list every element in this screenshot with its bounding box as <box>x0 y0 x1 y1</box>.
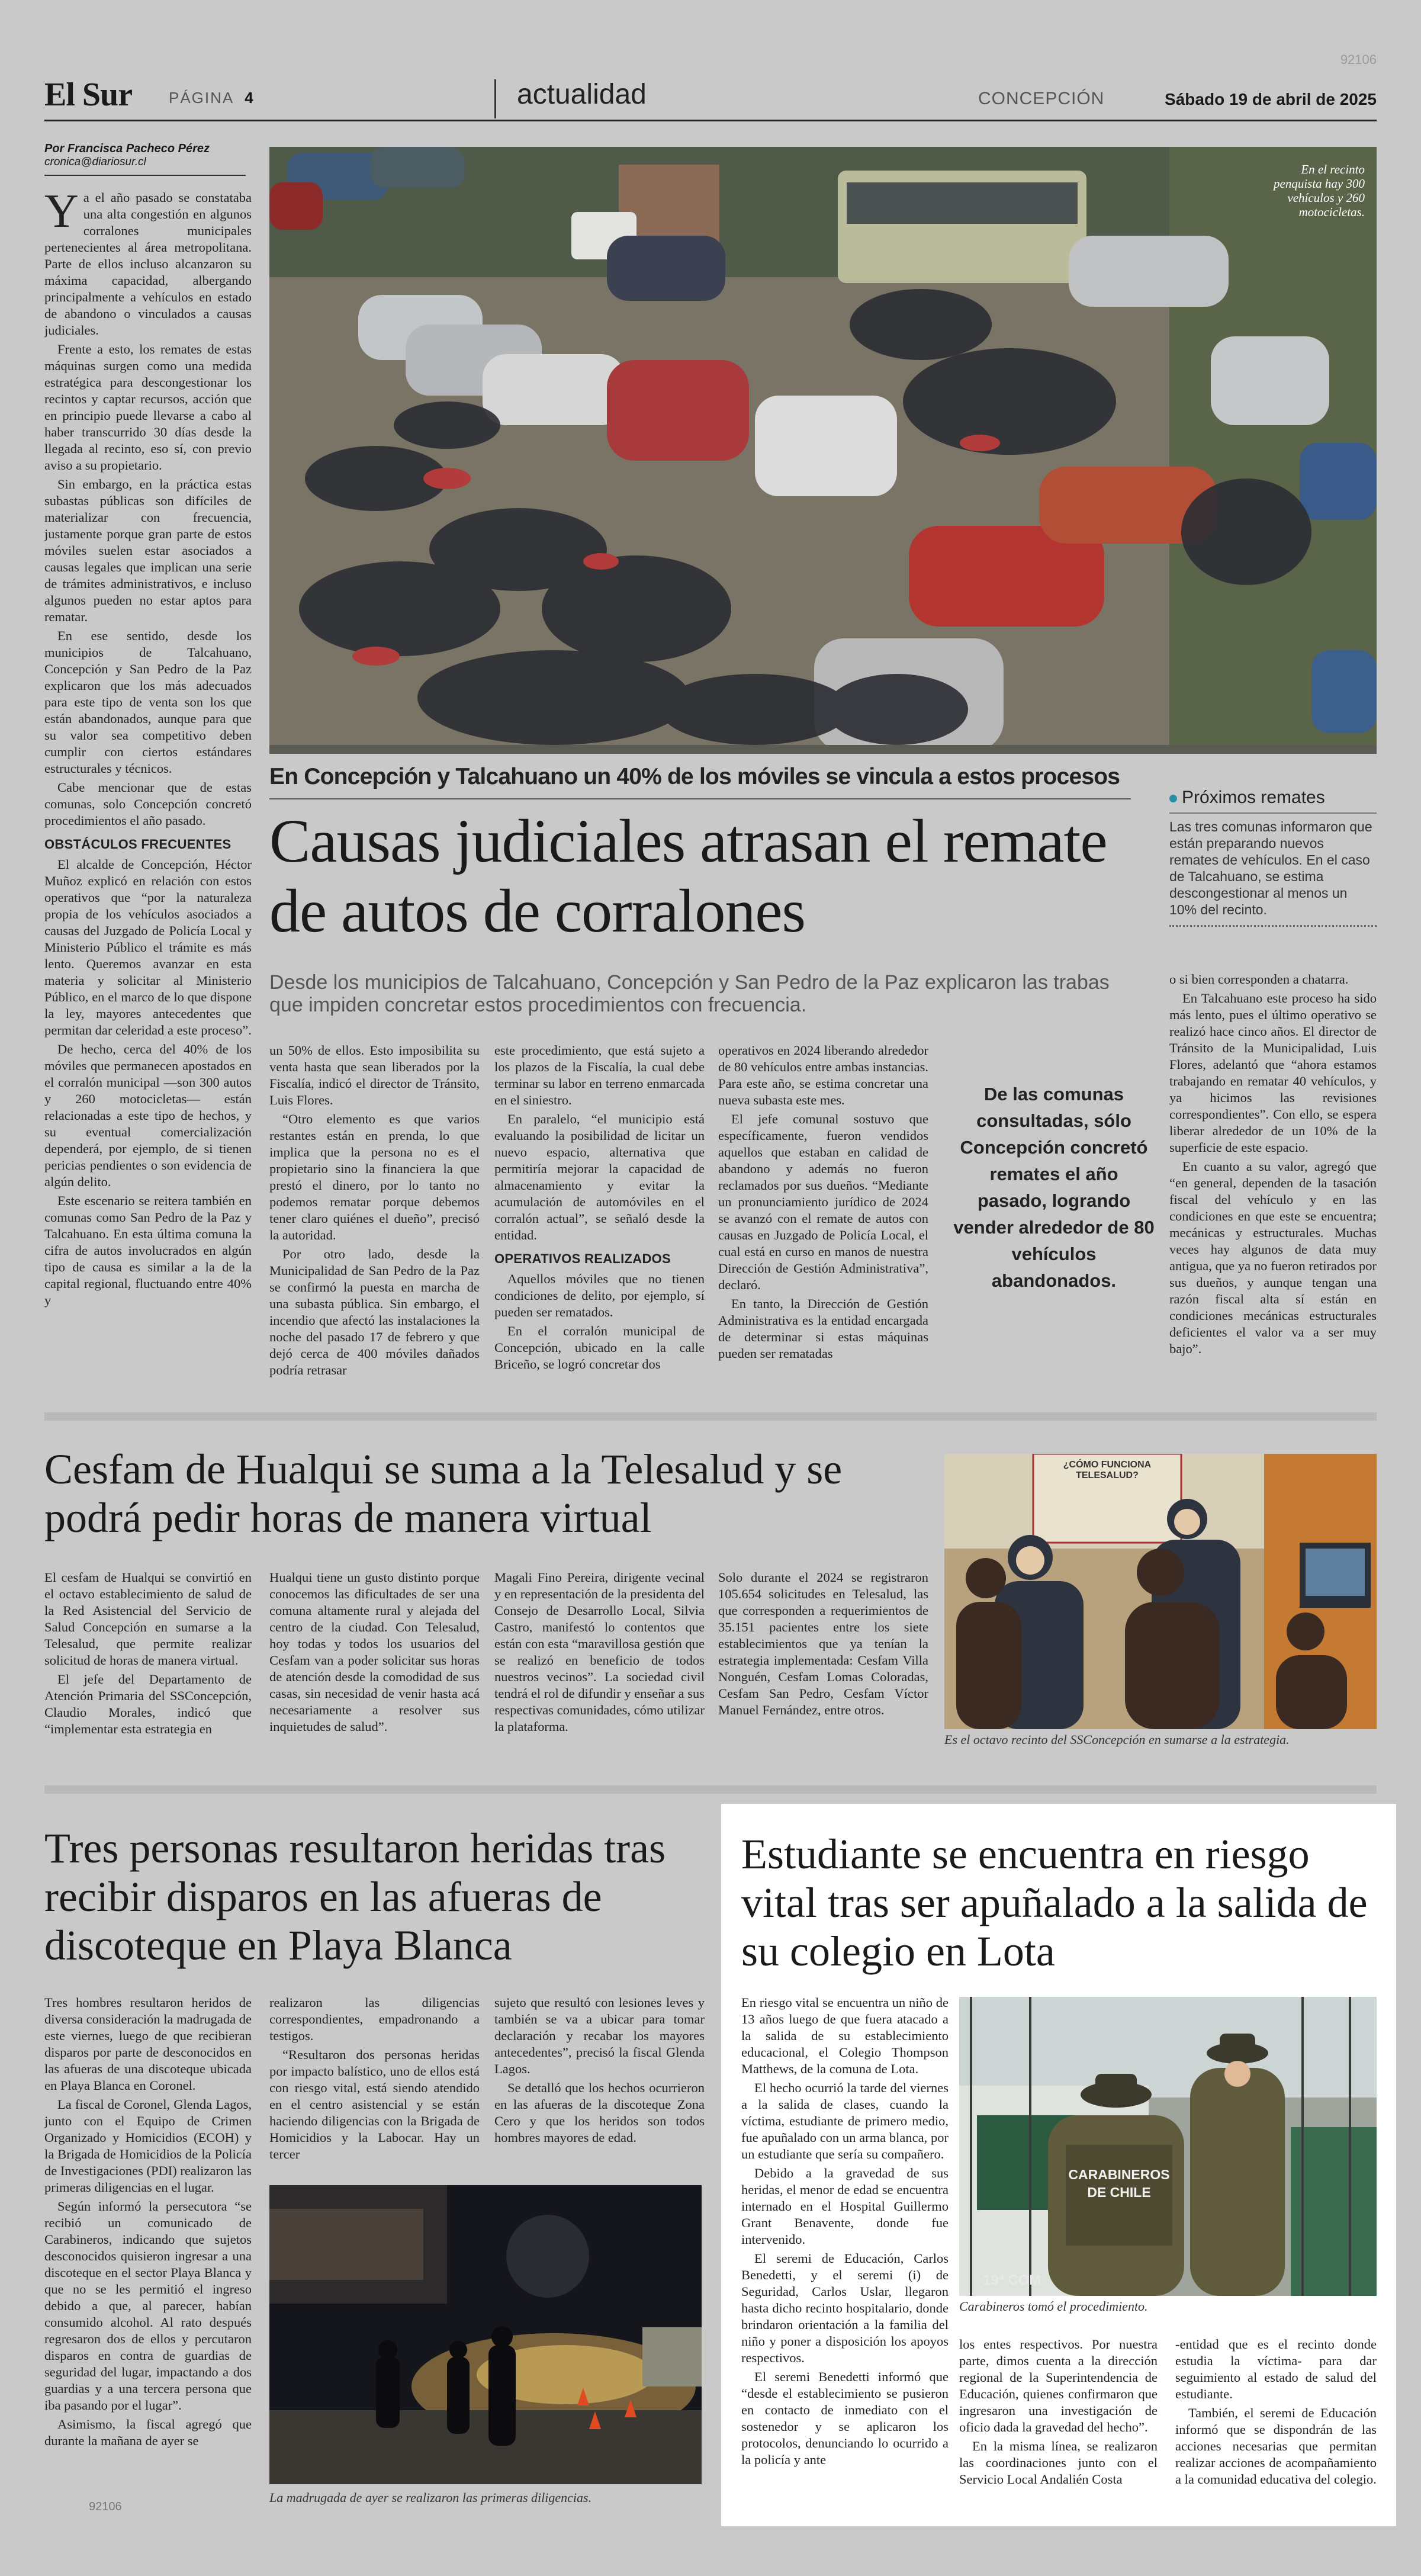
lead-column-2 <box>269 1042 480 1383</box>
section-divider <box>44 1412 1377 1421</box>
estudiante-paragraph: En riesgo vital se encuentra un niño de 13 años luego de que fuera atacado a la salida de su establecimiento educacional, el Colegio Thompson Matthews, de la comuna de Lota. <box>741 1995 949 2076</box>
lead-paragraph: En Talcahuano este proceso ha sido más lento, pues el último operativo se realizó hace cinco años. El director de Tránsito de la Municipalidad, Luis Flores, adelantó que “ahora estamos trabajando en rematar 40 vehículos, y ya hicimos las revisiones correspondientes”. Con ello, se espera liberar alrededor de un 10% de la superficie de este espacio. <box>1169 991 1377 1155</box>
impound-lot-photo <box>269 147 1377 754</box>
page-number: 4 <box>245 89 255 107</box>
cesfam-photo-caption: Es el octavo recinto del SSConcepción en sumarse a la estrategia. <box>944 1732 1290 1747</box>
estudiante-paragraph: El seremi Benedetti informó que “desde el establecimiento se pusieron en contacto de inmediato con el sostenedor y se aplicaron los protocolos, denunciando lo ocurrido a la policía y ante <box>741 2369 949 2467</box>
top-code: 92106 <box>1340 52 1377 67</box>
lead-paragraph: En paralelo, “el municipio está evaluando la posibilidad de licitar un nuevo espacio, alternativa que permitiría mejorar la capacidad de almacenamiento y evitar la acumulación de automóviles en el corralón actual”, se señaló desde la entidad. <box>494 1112 705 1242</box>
heridas-paragraph: “Resultaron dos personas heridas por impacto balístico, uno de ellos está con riesgo vital, está siendo atendido en el centro asistencial y se están haciendo diligencias con la Brigada de Homicidios y la Labocar. Hay un tercer <box>269 2047 480 2161</box>
lead-paragraph: Por otro lado, desde la Municipalidad de San Pedro de la Paz se confirmó la puesta en marcha de una subasta pública. Sin embargo, el incendio que afectó las instalaciones la noche del pasado 17 de febrero y que dejó cerca de 400 móviles dañados podría retrasar <box>269 1247 480 1377</box>
cesfam-column-3 <box>494 1569 705 1765</box>
lead-photo-caption: En el recinto penquista hay 300 vehículos y 260 motocicletas. <box>1274 162 1365 219</box>
heridas-paragraph: La fiscal de Coronel, Glenda Lagos, junto con el Equipo de Crimen Organizado y Homicidios (ECOH) y la Brigada de Homicidios de la Policía de Investigaciones (PDI) realizaron las primeras diligencias en el lugar. <box>44 2097 252 2195</box>
heridas-column-2 <box>269 1994 480 2184</box>
cesfam-column-2 <box>269 1569 480 1765</box>
carabineros-badge-text: CARABINEROS DE CHILE <box>1068 2167 1170 2200</box>
estudiante-paragraph: El hecho ocurrió la tarde del viernes a la salida de clases, cuando la víctima, estudiante de primero medio, fue apuñalado con un arma blanca, por un estudiante que sería su compañero. <box>741 2080 949 2161</box>
subheading-obstaculos: OBSTÁCULOS FRECUENTES <box>44 837 232 852</box>
lead-paragraph: operativos en 2024 liberando alrededor de 80 vehículos entre ambas instancias. Para este año, se estima concretar una nueva subasta este mes. <box>718 1043 928 1107</box>
heridas-photo-caption: La madrugada de ayer se realizaron las primeras diligencias. <box>269 2490 592 2505</box>
cesfam-paragraph: Magali Fino Pereira, dirigente vecinal y en representación de la presidenta del Consejo de Desarrollo Local, Silvia Castro, manifestó lo contentos que están con esta “maravillosa gestión que se realizó en beneficio de todos nuestros vecinos”. La sociedad civil tendrá el rol de difundir y enseñar a sus respectivas comunidades, cómo utilizar la plataforma. <box>494 1570 705 1734</box>
sidebar-title-text: Próximos remates <box>1182 788 1325 807</box>
discoteque-night-photo <box>269 2185 702 2484</box>
brand-logo: El Sur <box>44 76 133 113</box>
cesfam-paragraph: Hualqui tiene un gusto distinto porque conocemos las dificultades de ser una comuna altamente rural y alejada del centro de la ciudad. Con Telesalud, hoy todas y todos los usuarios del Cesfam van a poder solicitar sus horas de atención desde la comodidad de sus casas, sin necesidad de venir hasta acá necesariamente a resolver sus inquietudes de salud”. <box>269 1570 480 1734</box>
lead-paragraph: En tanto, la Dirección de Gestión Administrativa es la entidad encargada de determinar si estas máquinas pueden ser rematadas <box>718 1296 928 1361</box>
estudiante-paragraph: los entes respectivos. Por nuestra parte, dimos cuenta a la dirección regional de la Superintendencia de Educación, quienes confirmaron que ingresaron una investigación de oficio dada la gravedad del hecho”. <box>959 2337 1158 2434</box>
estudiante-paragraph: El seremi de Educación, Carlos Benedetti, y el seremi (i) de Seguridad, Carlos Uslar, llegaron hasta dicho recinto hospitalario, donde brindaron orientación a la familia del niño y poner a disposición los apoyos respectivos. <box>741 2251 949 2365</box>
estudiante-paragraph: En la misma línea, se realizaron las coordinaciones junto con el Servicio Local Andalién Costa <box>959 2439 1158 2487</box>
heridas-paragraph: Tres hombres resultaron heridos de diversa consideración la madrugada de este viernes, luego de que recibieran disparos por parte de desconocidos en las afueras de una discoteque ubicada en Playa Blanca en Coronel. <box>44 1995 252 2093</box>
cesfam-paragraph: El jefe del Departamento de Atención Primaria del SSConcepción, Claudio Morales, indicó que “implementar esta estrategia en <box>44 1672 252 1736</box>
page-label-text: PÁGINA <box>169 89 233 107</box>
lead-column-3 <box>494 1042 705 1383</box>
carabineros-photo <box>959 1997 1377 2296</box>
telesalud-photo <box>944 1454 1377 1729</box>
cesfam-column-4 <box>718 1569 928 1765</box>
author-byline <box>44 142 246 176</box>
byline-rule <box>44 175 246 176</box>
drop-cap: Y <box>44 189 79 237</box>
lead-paragraph: El jefe comunal sostuvo que específicamente, fueron vendidos aquellos que estaban en calidad de abandono y además no fueron reclamados por sus dueños. “Mediante un pronunciamiento jurídico de 2024 se avanzó con el remate de autos con causas en Juzgado de Policía Local, el cual está en curso en manos de nuestra Dirección de Gestión Administrativa”, declaró. <box>718 1112 928 1292</box>
author-email: cronica@diariosur.cl <box>44 156 146 168</box>
page-label <box>169 89 255 107</box>
estudiante-paragraph: Debido a la gravedad de sus heridas, el menor de edad se encuentra internado en el Hospital Guillermo Grant Benavente, donde fue intervenido. <box>741 2166 949 2247</box>
date-label: Sábado 19 de abril de 2025 <box>1165 90 1377 108</box>
kicker-rule <box>269 798 1131 799</box>
heridas-column-3 <box>494 1994 705 2184</box>
header-rule <box>44 120 1377 121</box>
heridas-paragraph: Según informó la persecutora “se recibió un comunicado de Carabineros, indicando que sujetos desconocidos quisieron ingresar a una discoteque en el sector Playa Blanca y que no se les permitió el ingreso debido a que, al parecer, habían consumido alcohol. Al rato después regresaron dos de ellos y percutaron disparos en contra de guardias de seguridad del lugar, impactando a dos guardias y a una tercera persona que iba pasando por el lugar”. <box>44 2199 252 2413</box>
cesfam-headline: Cesfam de Hualqui se suma a la Telesalud y se podrá pedir horas de manera virtual <box>44 1446 843 1541</box>
lead-paragraph: En el corralón municipal de Concepción, ubicado en la calle Briceño, se logró concretar dos <box>494 1324 705 1371</box>
lead-paragraph: a el año pasado se constataba una alta congestión en algunos corralones municipales pertenecientes al área metropolitana. Parte de ellos incluso alcanzaron su máxima capacidad, albergando principalmente a vehículos en estado de abandono o vinculados a causas judiciales. <box>44 190 252 338</box>
telesalud-poster-text: ¿CÓMO FUNCIONA TELESALUD? <box>1063 1460 1152 1480</box>
heridas-paragraph: Asimismo, la fiscal agregó que durante la mañana de ayer se <box>44 2417 252 2448</box>
lead-paragraph: Aquellos móviles que no tienen condiciones de delito, por ejemplo, sí pueden ser rematados. <box>494 1271 705 1319</box>
lead-paragraph: De hecho, cerca del 40% de los móviles que permanecen apostados en el corralón municipal —son 300 autos y 260 motocicletas— están relacionadas a este tipo de hechos, y su eventual comercialización dependerá, por ejemplo, de si tienen pericias pendientes o son evidencia de algún delito. <box>44 1042 252 1189</box>
heridas-paragraph: Se detalló que los hechos ocurrieron en las afueras de la discoteque Zona Cero y que los heridos son todos hombres mayores de edad. <box>494 2080 705 2145</box>
sidebar-rule <box>1169 812 1377 814</box>
lead-kicker: En Concepción y Talcahuano un 40% de los móviles se vincula a estos procesos <box>269 764 1120 789</box>
lead-paragraph: Frente a esto, los remates de estas máquinas surgen como una medida estratégica para descongestionar los recintos y captar recursos, acción que en principio puede llevarse a cabo al haber transcurrido 30 días desde la llegada al recinto, eso sí, con previo aviso a su propietario. <box>44 342 252 473</box>
lead-paragraph: El alcalde de Concepción, Héctor Muñoz explicó en relación con estos operativos que “por la naturaleza propia de los vehículos asociados a causas del Juzgado de Policía Local y Ministerio Público el trámite es más lento. Queremos avanzar en esta materia y solicitar al Ministerio Público, en el marco de lo que dispone la ley, mayores antecedentes que permitan dar celeridad a este proceso”. <box>44 857 252 1038</box>
lead-column-1 <box>44 189 252 1383</box>
lead-paragraph: Este escenario se reitera también en comunas como San Pedro de la Paz y Talcahuano. En esta última comuna la cifra de autos involucrados en algún tipo de causa es similar a la de la capital regional, fluctuando entre 40% y <box>44 1193 252 1308</box>
estudiante-column-3 <box>1175 2336 1377 2511</box>
lead-paragraph: o si bien corresponden a chatarra. <box>1169 972 1349 987</box>
lead-headline: Causas judiciales atrasan el remate de autos de corralones <box>269 807 1107 945</box>
pull-quote: De las comunas consultadas, sólo Concepción concretó remates el año pasado, logrando vender alrededor de 80 vehículos abandonados. <box>953 1084 1155 1291</box>
lead-paragraph: En cuanto a su valor, agregó que “en general, dependen de la tasación fiscal del vehículo y en las condiciones en que este se encuentra; mecánicas y estructurales. Muchas veces hay algunos de data muy antigua, que ya no fueron retirados por sus dueños, y aunque tengan una razón fiscal alta sí están en condiciones mecánicas estructurales deficientes el valor va a ser muy bajo”. <box>1169 1159 1377 1356</box>
lead-paragraph: este procedimiento, que está sujeto a los plazos de la Fiscalía, la cual debe terminar su labor en terreno enmarcada en el siniestro. <box>494 1043 705 1107</box>
lead-column-4 <box>718 1042 928 1383</box>
carabineros-illustration <box>959 1997 1377 2296</box>
lead-paragraph: Cabe mencionar que de estas comunas, solo Concepción concretó procedimientos el año pasado. <box>44 780 252 828</box>
heridas-paragraph: sujeto que resultó con lesiones leves y también se va a ubicar para tomar declaración y recabar los mayores antecedentes”, precisó la fiscal Glenda Lagos. <box>494 1995 705 2076</box>
cesfam-paragraph: El cesfam de Hualqui se convirtió en el octavo establecimiento de salud de la Red Asistencial del Servicio de Salud Concepción en sumarse a la Telesalud, que permite realizar solicitud de horas de manera virtual. <box>44 1570 252 1668</box>
bullet-dot-icon <box>1169 795 1177 802</box>
impound-lot-illustration <box>269 147 1377 754</box>
cesfam-column-1 <box>44 1569 252 1765</box>
cesfam-paragraph: Solo durante el 2024 se registraron 105.654 solicitudes en Telesalud, las que corresponden a requerimientos de 35.151 pacientes entre los siete establecimientos que ya tenían la estrategia implementada: Cesfam Villa Nonguén, Cesfam Lomas Coloradas, Cesfam San Pedro, Cesfam Víctor Manuel Fernández, entre otros. <box>718 1570 928 1717</box>
header-divider <box>494 79 496 118</box>
lead-paragraph: En ese sentido, desde los municipios de Talcahuano, Concepción y San Pedro de la Paz explicaron que los más adecuados para este tipo de venta son los que están abandonados, aunque para que su valor sea competitivo deben cumplir con ciertos estándares estructurales y técnicos. <box>44 628 252 776</box>
lead-column-6 <box>1169 971 1377 1383</box>
lead-paragraph: “Otro elemento es que varios restantes están en prenda, lo que implica que la persona no es el propietario sino la financiera la que prestó el dinero, por lo tanto no podemos rematar porque debemos tener claro quiénes el dueño”, precisó la autoridad. <box>269 1112 480 1242</box>
city-label: CONCEPCIÓN <box>978 89 1105 108</box>
estudiante-photo-caption: Carabineros tomó el procedimiento. <box>959 2299 1148 2314</box>
night-scene-illustration <box>269 2185 702 2484</box>
estudiante-column-1 <box>741 1994 949 2510</box>
sidebar-text: Las tres comunas informaron que están preparando nuevos remates de vehículos. En el caso de Talcahuano, se estima descongestionar al menos un 10% del recinto. <box>1169 819 1372 917</box>
heridas-column-1 <box>44 1994 252 2511</box>
sidebar-title <box>1169 788 1377 808</box>
author-name: Por Francisca Pacheco Pérez <box>44 142 210 155</box>
heridas-paragraph: realizaron las diligencias correspondientes, empadronando a testigos. <box>269 1995 480 2043</box>
sidebar-dotted-rule <box>1169 925 1377 927</box>
estudiante-paragraph: -entidad que es el recinto donde estudia la víctima- para dar seguimiento al estado de salud del estudiante. <box>1175 2337 1377 2401</box>
telesalud-illustration <box>944 1454 1377 1729</box>
estudiante-paragraph: También, el seremi de Educación informó que se dispondrán de las acciones necesarias que permitan realizar acciones de acompañamiento a la comunidad educativa del colegio. <box>1175 2405 1377 2487</box>
lead-deck: Desde los municipios de Talcahuano, Concepción y San Pedro de la Paz explicaron las trabas que impiden concretar estos procedimientos con frecuencia. <box>269 971 1110 1016</box>
lead-paragraph: un 50% de ellos. Esto imposibilita su venta hasta que sean liberados por la Fiscalía, indicó el director de Tránsito, Luis Flores. <box>269 1043 480 1107</box>
estudiante-headline: Estudiante se encuentra en riesgo vital tras ser apuñalado a la salida de su colegio en Lota <box>741 1830 1368 1975</box>
subheading-operativos: OPERATIVOS REALIZADOS <box>494 1251 671 1266</box>
section-name: actualidad <box>517 79 647 110</box>
lead-paragraph: Sin embargo, en la práctica estas subastas públicas son difíciles de materializar con frecuencia, justamente porque gran parte de estos móviles suelen estar asociados a causas legales que implican una serie de trámites administrativos, e incluso algunos pueden no estar aptos para rematar. <box>44 477 252 624</box>
vehicle-text: 19ª COM <box>983 2272 1041 2288</box>
estudiante-column-2 <box>959 2336 1158 2511</box>
section-divider <box>44 1785 1377 1794</box>
sidebar-proximos <box>1169 788 1377 927</box>
footer-code: 92106 <box>89 2500 122 2513</box>
heridas-headline: Tres personas resultaron heridas tras recibir disparos en las afueras de discoteque en Playa Blanca <box>44 1825 666 1969</box>
